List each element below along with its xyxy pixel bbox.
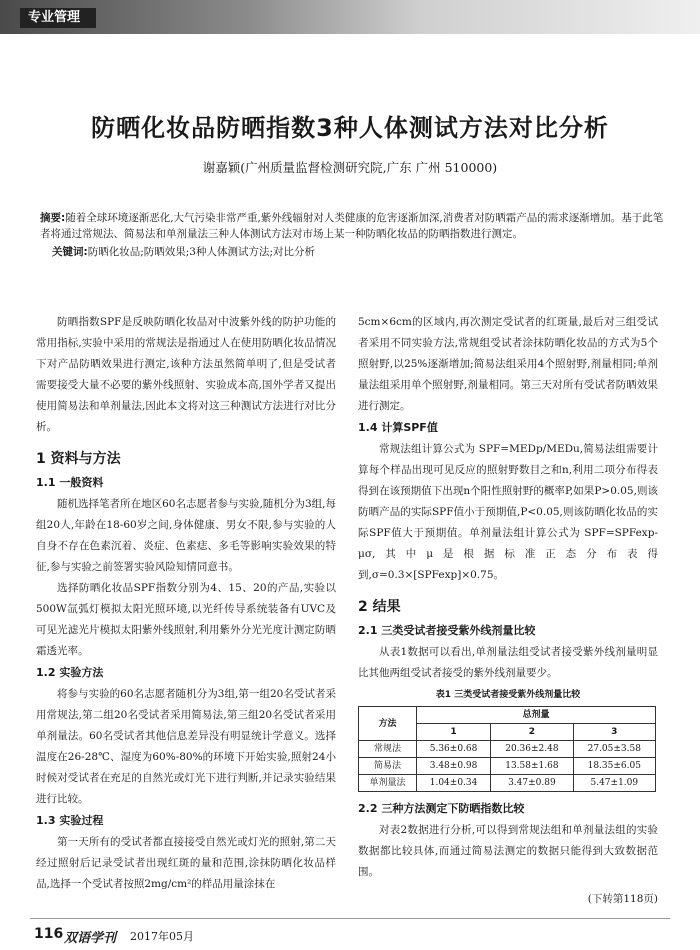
right-column — [358, 312, 658, 910]
page-footer — [0, 918, 700, 950]
keywords — [52, 244, 652, 260]
table-cell: 3.48±0.98 — [416, 758, 490, 775]
table-caption: 表1 三类受试者接受紫外线剂量比较 — [435, 690, 581, 700]
paragraph: 选择防晒化妆品SPF指数分别为4、15、20的产品,实验以500W氙弧灯模拟太阳光照环境,以光纤传导系统装备有UVC及可见光滤光片模拟太阳紫外线照射,利用紫外分光光度计测定防晒霜透光率。 — [36, 582, 336, 657]
table-header-method: 方法 — [359, 707, 417, 741]
table-cell: 27.05±3.58 — [573, 741, 655, 758]
table-header-dose: 总剂量 — [416, 707, 655, 724]
issue-date: 2017年05月 — [130, 930, 194, 943]
paragraph: 从表1数据可以看出,单剂量法组受试者接受紫外线剂量明显比其他两组受试者接受的紫外线剂量要少。 — [358, 646, 658, 679]
page-number: 116 — [34, 926, 64, 942]
table-cell: 3.47±0.89 — [491, 775, 573, 792]
section-2-heading: 2 结果 — [358, 599, 401, 615]
section-1-2-heading: 1.2 实验方法 — [36, 666, 104, 679]
paragraph: 随机选择笔者所在地区60名志愿者参与实验,随机分为3组,每组20人,年龄在18-60岁之间,身体健康、男女不限,参与实验的人自身不存在色素沉着、炎症、色素痣、多毛等影响实验效果的特征,参与实验之前签署实验风险知情同意书。 — [36, 498, 336, 573]
table-cell: 常规法 — [359, 741, 417, 758]
table-row — [359, 758, 656, 775]
keywords-label: 关键词: — [52, 246, 88, 258]
dose-table — [358, 706, 656, 792]
table-cell: 1.04±0.34 — [416, 775, 490, 792]
table-row — [359, 775, 656, 792]
left-column — [36, 312, 336, 895]
continued-paragraph: 5cm×6cm的区域内,再次测定受试者的红斑量,最后对三组受试者采用不同实验方法,常规组受试者涂抹防晒化妆品的方式为5个照射野,以25%逐渐增加;简易法组采用4个照射野,剂量相同;单剂量法组采用单个照射野,剂量相同。第三天对所有受试者防晒效果进行测定。 — [358, 316, 658, 412]
section-2-1-heading: 2.1 三类受试者接受紫外线剂量比较 — [358, 624, 536, 637]
table-row — [359, 741, 656, 758]
table-col-header: 3 — [573, 724, 655, 741]
section-tag: 专业管理 — [20, 8, 96, 28]
abstract-text: 随着全球环境逐渐恶化,大气污染非常严重,紫外线辐射对人类健康的危害逐渐加深,消费者对防晒霜产品的需求逐渐增加。基于此笔者将通过常规法、简易法和单剂量法三种人体测试方法对市场上某一种防晒化妆品的防晒指数进行测定。 — [40, 212, 664, 240]
paragraph: 对表2数据进行分析,可以得到常规法组和单剂量法组的实验数据都比较具体,而通过简易法测定的数据只能得到大致数据范围。 — [358, 824, 658, 878]
section-1-3-heading: 1.3 实验过程 — [36, 814, 104, 827]
paragraph: 常规法组计算公式为 SPF=MEDp/MEDu,简易法组需要计算每个样品出现可见反应的照射野数目之和n,利用二项分布得表得到在该预期值下出现n个阳性照射野的概率P,如果P>0.05,则该防晒产品的实际SPF值小于预期值,P<0.05,则该防晒化妆品的实际SPF值大于预期值。单剂量法组计算公式为 SPF=SPFexp-μσ,其中μ是根据标准正态分布表得到,σ=0.3×[SPFexp]×0.75。 — [358, 443, 658, 581]
table-col-header: 2 — [491, 724, 573, 741]
journal-name: 双语学刊 — [64, 931, 117, 946]
abstract-label: 摘要: — [40, 212, 66, 224]
section-1-4-heading: 1.4 计算SPF值 — [358, 421, 438, 434]
keywords-text: 防晒化妆品;防晒效果;3种人体测试方法;对比分析 — [87, 246, 315, 258]
table-cell: 18.35±6.05 — [573, 758, 655, 775]
table-col-header: 1 — [416, 724, 490, 741]
table-cell: 5.47±1.09 — [573, 775, 655, 792]
article-title: 防晒化妆品防晒指数3种人体测试方法对比分析 — [91, 114, 609, 142]
table-cell: 5.36±0.68 — [416, 741, 490, 758]
table-cell: 单剂量法 — [359, 775, 417, 792]
section-1-heading: 1 资料与方法 — [36, 451, 121, 467]
header-bar — [0, 0, 700, 34]
table-cell: 简易法 — [359, 758, 417, 775]
section-1-1-heading: 1.1 一般资料 — [36, 476, 104, 489]
footer-rule — [30, 918, 670, 919]
paragraph: 将参与实验的60名志愿者随机分为3组,第一组20名受试者采用常规法,第二组20名受试者采用简易法,第三组20名受试者采用单剂量法。60名受试者其他信息差异没有明显统计学意义。选择温度在26-28℃、湿度为60%-80%的环境下开始实验,照射24小时候对受试者在充足的自然光或灯光下进行判断,并记录实验结果进行比较。 — [36, 688, 336, 805]
table-cell: 20.36±2.48 — [491, 741, 573, 758]
abstract — [40, 210, 665, 242]
table-cell: 13.58±1.68 — [491, 758, 573, 775]
paragraph: 第一天所有的受试者都直接接受自然光或灯光的照射,第二天经过照射后记录受试者出现红斑的量和范围,涂抹防晒化妆品样品,选择一个受试者按照2mg/cm²的样品用量涂抹在 — [36, 836, 336, 890]
section-2-2-heading: 2.2 三种方法测定下防晒指数比较 — [358, 802, 525, 815]
intro-paragraph: 防晒指数SPF是反映防晒化妆品对中波紫外线的防护功能的常用指标,实验中采用的常规法是指通过人在使用防晒化妆品情况下对产品防晒效果进行测定,该种方法虽然简单明了,但是受试者需要接受大量不必要的紫外线照射、实验成本高,国外学者又提出使用简易法和单剂量法,因此本文将对这三种测试方法进行对比分析。 — [36, 316, 336, 433]
continued-note: (下转第118页) — [587, 893, 658, 905]
author-line: 谢嘉颖(广州质量监督检测研究院,广东 广州 510000) — [202, 160, 498, 175]
